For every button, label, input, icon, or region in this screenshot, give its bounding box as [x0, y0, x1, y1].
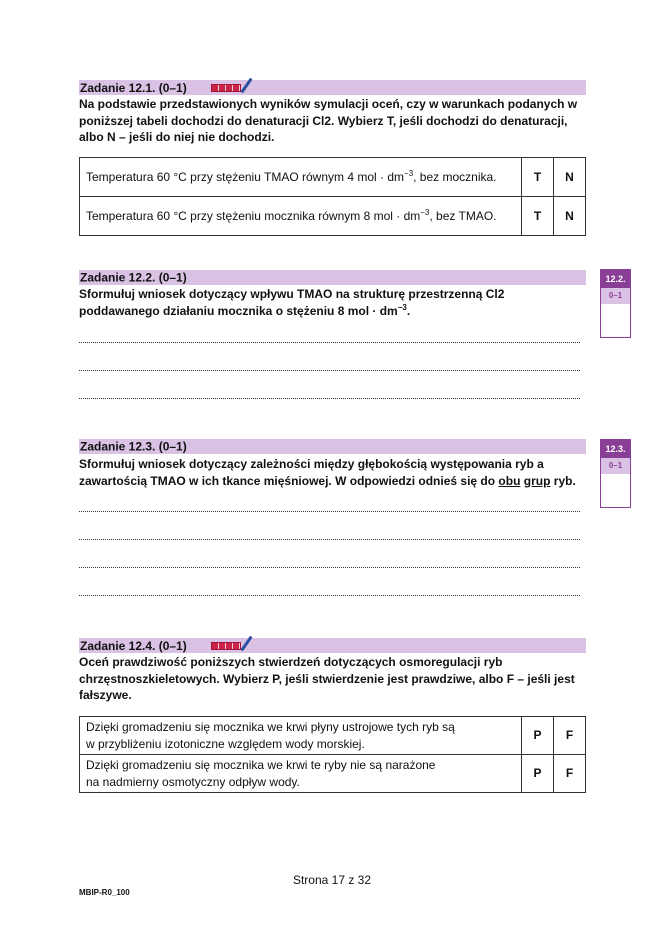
table-row: [80, 158, 586, 197]
task-12-4-instruction: Oceń prawdziwość poniższych stwierdzeń dotyczących osmoregulacji ryb chrzęstnoszkieletowych. Wybierz P, jeśli stwierdzenie jest prawdziwe, albo F – jeśli jest fałszywe.: [79, 655, 575, 702]
table-row: [80, 717, 586, 755]
option-n-1[interactable]: N: [554, 158, 586, 197]
task-12-2-header: [79, 270, 586, 285]
task-12-3-instruction: Sformułuj wniosek dotyczący zależności między głębokością występowania ryb a zawartością TMAO w ich tkance mięśniowej. W odpowiedzi odnieś się do obu grup ryb.: [79, 457, 576, 488]
task-12-1-instruction: Na podstawie przedstawionych wyników symulacji oceń, czy w warunkach podanych w poniższej tabeli dochodzi do denaturacji Cl2. Wybierz T, jeśli dochodzi do denaturacji, albo N – jeśli do niej nie dochodzi.: [79, 97, 578, 144]
task-12-4-table: [79, 716, 586, 793]
option-p-2[interactable]: P: [522, 755, 554, 793]
answer-line[interactable]: [79, 370, 580, 371]
answer-line[interactable]: [79, 511, 580, 512]
page-number: Strona 17 z 32: [292, 873, 372, 887]
statement-cell: Dzięki gromadzeniu się mocznika we krwi płyny ustrojowe tych ryb są w przybliżeniu izotoniczne względem wody morskiej.: [80, 717, 522, 755]
task-12-4-title: Zadanie 12.4. (0–1): [80, 639, 187, 653]
task-12-2-title: Zadanie 12.2. (0–1): [80, 270, 187, 285]
task-12-3-title: Zadanie 12.3. (0–1): [80, 439, 187, 454]
skill-badge-icon: [211, 84, 241, 92]
task-12-1-header: [79, 80, 586, 95]
option-n-2[interactable]: N: [554, 197, 586, 236]
task-12-1-title: Zadanie 12.1. (0–1): [80, 81, 187, 95]
score-number: 12.3.: [601, 440, 630, 458]
score-box-12-3: [600, 439, 631, 508]
option-f-2[interactable]: F: [554, 755, 586, 793]
pen-icon: [240, 78, 252, 94]
pen-icon: [240, 636, 252, 652]
option-p-1[interactable]: P: [522, 717, 554, 755]
statement-cell: Dzięki gromadzeniu się mocznika we krwi te ryby nie są narażone na nadmierny osmotyczny odpływ wody.: [80, 755, 522, 793]
option-t-1[interactable]: T: [522, 158, 554, 197]
statement-cell: Temperatura 60 °C przy stężeniu TMAO równym 4 mol · $dm^{-3}$, bez mocznika.: [80, 158, 522, 197]
answer-line[interactable]: [79, 539, 580, 540]
task-12-2-instruction: Sformułuj wniosek dotyczący wpływu TMAO na strukturę przestrzenną Cl2 poddawanego działaniu mocznika o stężeniu 8 mol · $dm^{-3}$.: [79, 287, 505, 318]
score-points: 0–1: [601, 288, 630, 304]
answer-line[interactable]: [79, 398, 580, 399]
table-row: [80, 197, 586, 236]
option-f-1[interactable]: F: [554, 717, 586, 755]
skill-badge-icon: [211, 642, 241, 650]
score-points: 0–1: [601, 458, 630, 474]
task-12-3-header: [79, 439, 586, 454]
score-number: 12.2.: [601, 270, 630, 288]
task-12-1-table: [79, 157, 586, 236]
task-12-4-header: [79, 638, 586, 653]
answer-line[interactable]: [79, 567, 580, 568]
score-box-12-2: [600, 269, 631, 338]
answer-line[interactable]: [79, 342, 580, 343]
answer-line[interactable]: [79, 595, 580, 596]
statement-cell: Temperatura 60 °C przy stężeniu mocznika równym 8 mol · $dm^{-3}$, bez TMAO.: [80, 197, 522, 236]
table-row: [80, 755, 586, 793]
exam-code: MBIP-R0_100: [79, 888, 130, 897]
option-t-2[interactable]: T: [522, 197, 554, 236]
